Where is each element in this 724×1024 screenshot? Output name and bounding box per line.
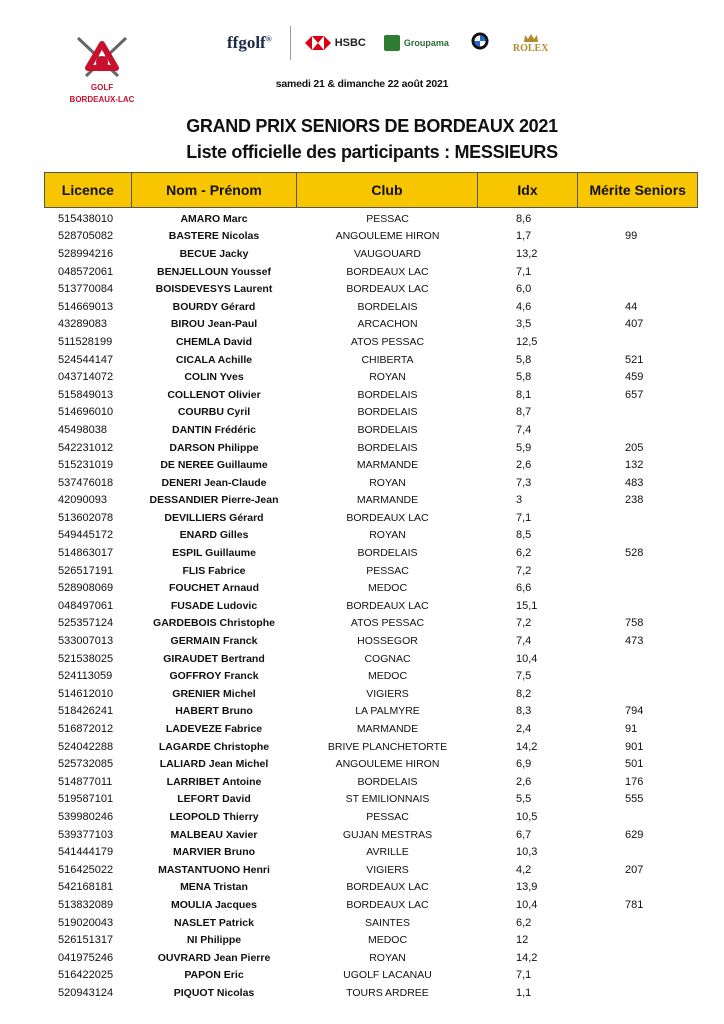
table-row [44, 861, 698, 879]
rolex-crown-icon [523, 33, 539, 43]
idx-cell: 14,2 [516, 740, 538, 753]
table-row [44, 492, 698, 510]
name-cell: BOISDEVESYS Laurent [155, 283, 273, 296]
club-cell: BORDEAUX LAC [346, 265, 429, 278]
table-row [44, 527, 698, 545]
name-cell: MOULIA Jacques [171, 898, 257, 911]
licence-cell: 524042288 [58, 740, 114, 753]
idx-cell: 8,5 [516, 529, 532, 542]
club-cell: COGNAC [364, 652, 411, 665]
idx-cell: 10,3 [516, 846, 538, 859]
participants-table-body [44, 210, 698, 1002]
licence-cell: 528994216 [58, 247, 114, 260]
name-cell: BIROU Jean-Paul [170, 318, 258, 331]
merite-cell: 781 [625, 898, 644, 911]
merite-cell: 459 [625, 371, 644, 384]
idx-cell: 4,6 [516, 300, 532, 313]
club-cell: BRIVE PLANCHETORTE [327, 740, 448, 753]
merite-cell: 44 [625, 300, 638, 313]
merite-cell: 407 [625, 318, 644, 331]
licence-cell: 516872012 [58, 723, 114, 736]
idx-cell: 6,0 [516, 283, 532, 296]
idx-cell: 8,2 [516, 687, 532, 700]
idx-cell: 2,4 [516, 723, 532, 736]
licence-cell: 524113059 [58, 670, 113, 683]
idx-cell: 10,4 [516, 652, 538, 665]
event-date: samedi 21 & dimanche 22 août 2021 [275, 78, 449, 90]
name-cell: COURBU Cyril [177, 406, 251, 419]
idx-cell: 12,5 [516, 335, 538, 348]
licence-cell: 539377103 [58, 828, 114, 841]
table-row [44, 949, 698, 967]
licence-cell: 528705082 [58, 230, 114, 243]
licence-cell: 524544147 [58, 353, 114, 366]
club-cell: BORDELAIS [357, 423, 418, 436]
licence-cell: 514877011 [58, 775, 113, 788]
table-row [44, 421, 698, 439]
club-cell: ANGOULEME HIRON [335, 758, 440, 771]
logo-text-club: BORDEAUX-LAC [69, 95, 135, 104]
name-cell: OUVRARD Jean Pierre [157, 951, 271, 964]
merite-cell: 521 [625, 353, 644, 366]
licence-cell: 513602078 [58, 511, 114, 524]
name-cell: DE NEREE Guillaume [160, 459, 268, 472]
name-cell: BECUE Jacky [179, 247, 249, 260]
table-row [44, 509, 698, 527]
idx-cell: 1,1 [516, 986, 532, 999]
name-cell: GARDEBOIS Christophe [153, 617, 275, 630]
bmw-logo [471, 32, 489, 55]
table-row [44, 667, 698, 685]
idx-cell: 1,7 [516, 230, 532, 243]
idx-cell: 5,8 [516, 371, 532, 384]
idx-cell: 10,4 [516, 898, 538, 911]
club-cell: BORDEAUX LAC [346, 898, 429, 911]
merite-cell: 91 [625, 723, 638, 736]
licence-cell: 513832089 [58, 898, 114, 911]
name-cell: MENA Tristan [180, 881, 248, 894]
table-row [44, 351, 698, 369]
table-row [44, 597, 698, 615]
merite-cell: 657 [625, 388, 644, 401]
merite-cell: 205 [625, 441, 644, 454]
club-cell: MARMANDE [356, 459, 419, 472]
idx-cell: 7,3 [516, 476, 532, 489]
club-cell: ROYAN [369, 371, 406, 384]
licence-cell: 542231012 [58, 441, 114, 454]
table-row [44, 210, 698, 228]
table-row [44, 404, 698, 422]
table-row [44, 615, 698, 633]
club-cell: BORDELAIS [357, 441, 418, 454]
merite-cell: 629 [625, 828, 644, 841]
club-cell: VIGIERS [366, 687, 409, 700]
licence-cell: 542168181 [58, 881, 114, 894]
club-cell: PESSAC [366, 212, 409, 225]
column-header-club: Club [297, 173, 477, 207]
club-cell: BORDELAIS [357, 300, 418, 313]
idx-cell: 6,6 [516, 582, 532, 595]
column-header-nom: Nom - Prénom [132, 173, 298, 207]
table-row [44, 316, 698, 334]
page-subtitle: Liste officielle des participants : MESSIEURS [186, 142, 558, 162]
club-cell: PESSAC [366, 564, 409, 577]
table-row [44, 984, 698, 1002]
name-cell: FOUCHET Arnaud [168, 582, 260, 595]
idx-cell: 8,1 [516, 388, 532, 401]
idx-cell: 5,9 [516, 441, 532, 454]
licence-cell: 514863017 [58, 547, 114, 560]
licence-cell: 041975246 [58, 951, 114, 964]
club-cell: MEDOC [367, 582, 408, 595]
club-cell: MARMANDE [356, 723, 419, 736]
name-cell: PAPON Eric [184, 969, 244, 982]
club-cell: BORDEAUX LAC [346, 283, 429, 296]
licence-cell: 043714072 [58, 371, 114, 384]
licence-cell: 526151317 [58, 934, 114, 947]
idx-cell: 8,6 [516, 212, 532, 225]
idx-cell: 8,3 [516, 705, 532, 718]
club-cell: ATOS PESSAC [350, 617, 425, 630]
name-cell: FUSADE Ludovic [170, 599, 258, 612]
table-row [44, 755, 698, 773]
idx-cell: 7,2 [516, 564, 532, 577]
club-cell: VAUGOUARD [354, 247, 421, 260]
merite-cell: 207 [625, 863, 644, 876]
table-row [44, 967, 698, 985]
licence-cell: 511528199 [58, 335, 113, 348]
idx-cell: 12 [516, 934, 529, 947]
club-cell: BORDEAUX LAC [346, 511, 429, 524]
club-cell: MARMANDE [356, 494, 419, 507]
idx-cell: 13,2 [516, 247, 538, 260]
table-header [44, 172, 698, 208]
name-cell: DARSON Philippe [169, 441, 259, 454]
merite-cell: 483 [625, 476, 644, 489]
club-cell: VIGIERS [366, 863, 409, 876]
licence-cell: 45498038 [58, 423, 107, 436]
name-cell: AMARO Marc [180, 212, 248, 225]
idx-cell: 14,2 [516, 951, 538, 964]
table-row [44, 773, 698, 791]
licence-cell: 537476018 [58, 476, 114, 489]
idx-cell: 2,6 [516, 459, 532, 472]
name-cell: CHEMLA David [175, 335, 253, 348]
table-row [44, 245, 698, 263]
club-cell: AVRILLE [366, 846, 409, 859]
table-row [44, 685, 698, 703]
licence-cell: 539980246 [58, 810, 114, 823]
licence-cell: 549445172 [58, 529, 114, 542]
club-cell: PESSAC [366, 810, 409, 823]
table-row [44, 280, 698, 298]
club-cell: MEDOC [367, 934, 408, 947]
licence-cell: 521538025 [58, 652, 114, 665]
idx-cell: 15,1 [516, 599, 538, 612]
sponsor-divider [290, 26, 291, 60]
licence-cell: 520943124 [58, 986, 114, 999]
merite-cell: 238 [625, 494, 644, 507]
licence-cell: 526517191 [58, 564, 114, 577]
idx-cell: 6,2 [516, 916, 532, 929]
table-row [44, 562, 698, 580]
name-cell: MALBEAU Xavier [170, 828, 258, 841]
licence-cell: 048572061 [58, 265, 114, 278]
merite-cell: 901 [625, 740, 644, 753]
name-cell: COLIN Yves [184, 371, 244, 384]
club-cell: CHIBERTA [361, 353, 414, 366]
name-cell: LADEVEZE Fabrice [165, 723, 263, 736]
table-row [44, 931, 698, 949]
table-row [44, 368, 698, 386]
table-row [44, 439, 698, 457]
table-row [44, 826, 698, 844]
name-cell: HABERT Bruno [175, 705, 253, 718]
name-cell: LAGARDE Christophe [158, 740, 270, 753]
club-cell: BORDELAIS [357, 547, 418, 560]
club-cell: ARCACHON [357, 318, 418, 331]
idx-cell: 7,1 [516, 265, 532, 278]
licence-cell: 516422025 [58, 969, 114, 982]
table-row [44, 791, 698, 809]
name-cell: NI Philippe [186, 934, 242, 947]
club-cell: GUJAN MESTRAS [342, 828, 433, 841]
name-cell: LEOPOLD Thierry [169, 810, 259, 823]
table-row [44, 579, 698, 597]
club-cell: BORDEAUX LAC [346, 599, 429, 612]
merite-cell: 132 [625, 459, 644, 472]
club-cell: SAINTES [365, 916, 410, 929]
table-row [44, 474, 698, 492]
club-cell: ROYAN [369, 529, 406, 542]
name-cell: GERMAIN Franck [170, 635, 258, 648]
idx-cell: 5,8 [516, 353, 532, 366]
name-cell: GIRAUDET Bertrand [163, 652, 265, 665]
licence-cell: 516425022 [58, 863, 114, 876]
hsbc-logo: HSBC [305, 36, 366, 50]
name-cell: GRENIER Michel [172, 687, 256, 700]
merite-cell: 758 [625, 617, 644, 630]
name-cell: ESPIL Guillaume [172, 547, 256, 560]
name-cell: LARRIBET Antoine [166, 775, 262, 788]
sponsor-bar [205, 22, 595, 64]
table-row [44, 298, 698, 316]
table-row [44, 879, 698, 897]
idx-cell: 2,6 [516, 775, 532, 788]
idx-cell: 7,4 [516, 635, 532, 648]
club-cell: LA PALMYRE [355, 705, 420, 718]
table-row [44, 263, 698, 281]
idx-cell: 13,9 [516, 881, 538, 894]
rolex-logo: ROLEX [513, 33, 549, 54]
idx-cell: 6,9 [516, 758, 532, 771]
licence-cell: 519020043 [58, 916, 114, 929]
licence-cell: 514669013 [58, 300, 114, 313]
idx-cell: 7,1 [516, 511, 532, 524]
column-header-idx: Idx [478, 173, 579, 207]
table-row [44, 738, 698, 756]
club-cell: ST EMILIONNAIS [345, 793, 430, 806]
merite-cell: 99 [625, 230, 638, 243]
licence-cell: 514696010 [58, 406, 114, 419]
table-row [44, 914, 698, 932]
club-cell: ANGOULEME HIRON [335, 230, 440, 243]
name-cell: NASLET Patrick [174, 916, 254, 929]
merite-cell: 176 [625, 775, 644, 788]
name-cell: DESSANDIER Pierre-Jean [149, 494, 279, 507]
club-cell: TOURS ARDREE [346, 986, 429, 999]
table-row [44, 896, 698, 914]
page-title: GRAND PRIX SENIORS DE BORDEAUX 2021 [186, 116, 558, 136]
column-header-licence: Licence [45, 173, 132, 207]
merite-cell: 501 [625, 758, 644, 771]
name-cell: BENJELLOUN Youssef [157, 265, 271, 278]
table-row [44, 456, 698, 474]
table-row [44, 720, 698, 738]
licence-cell: 533007013 [58, 635, 114, 648]
table-row [44, 386, 698, 404]
name-cell: MASTANTUONO Henri [158, 863, 270, 876]
licence-cell: 525732085 [58, 758, 114, 771]
licence-cell: 43289083 [58, 318, 107, 331]
licence-cell: 515438010 [58, 212, 114, 225]
licence-cell: 515231019 [58, 459, 114, 472]
licence-cell: 048497061 [58, 599, 114, 612]
idx-cell: 3,5 [516, 318, 532, 331]
merite-cell: 473 [625, 635, 644, 648]
table-row [44, 808, 698, 826]
club-cell: ROYAN [369, 476, 406, 489]
licence-cell: 515849013 [58, 388, 114, 401]
licence-cell: 519587101 [58, 793, 114, 806]
club-cell: BORDELAIS [357, 388, 418, 401]
table-row [44, 843, 698, 861]
table-row [44, 703, 698, 721]
idx-cell: 5,5 [516, 793, 532, 806]
club-cell: ATOS PESSAC [350, 335, 425, 348]
table-row [44, 544, 698, 562]
name-cell: CICALA Achille [175, 353, 253, 366]
table-row [44, 228, 698, 246]
table-row [44, 650, 698, 668]
club-cell: UGOLF LACANAU [343, 969, 432, 982]
licence-cell: 528908069 [58, 582, 114, 595]
licence-cell: 42090093 [58, 494, 107, 507]
idx-cell: 7,5 [516, 670, 532, 683]
ffgolf-logo: ffgolf® [227, 33, 272, 52]
golf-bordeaux-lac-logo [60, 32, 144, 108]
idx-cell: 4,2 [516, 863, 532, 876]
hsbc-hexagon-icon [305, 36, 331, 50]
idx-cell: 7,1 [516, 969, 532, 982]
licence-cell: 513770084 [58, 283, 114, 296]
merite-cell: 794 [625, 705, 644, 718]
licence-cell: 518426241 [58, 705, 114, 718]
licence-cell: 541444179 [58, 846, 114, 859]
name-cell: LEFORT David [177, 793, 251, 806]
name-cell: ENARD Gilles [179, 529, 249, 542]
name-cell: FLIS Fabrice [182, 564, 246, 577]
merite-cell: 555 [625, 793, 644, 806]
groupama-logo: Groupama [384, 35, 449, 51]
merite-cell: 528 [625, 547, 644, 560]
idx-cell: 8,7 [516, 406, 532, 419]
name-cell: DENERI Jean-Claude [161, 476, 267, 489]
name-cell: GOFFROY Franck [169, 670, 259, 683]
logo-text-golf: GOLF [90, 83, 114, 92]
name-cell: BOURDY Gérard [172, 300, 256, 313]
idx-cell: 6,7 [516, 828, 532, 841]
licence-cell: 525357124 [58, 617, 114, 630]
club-cell: ROYAN [369, 951, 406, 964]
club-cell: BORDELAIS [357, 775, 418, 788]
club-cell: HOSSEGOR [357, 635, 418, 648]
idx-cell: 6,2 [516, 547, 532, 560]
club-cell: BORDEAUX LAC [346, 881, 429, 894]
idx-cell: 3 [516, 494, 523, 507]
idx-cell: 7,2 [516, 617, 532, 630]
idx-cell: 10,5 [516, 810, 538, 823]
column-header-merite: Mérite Seniors [589, 182, 686, 198]
name-cell: LALIARD Jean Michel [159, 758, 269, 771]
table-row [44, 632, 698, 650]
club-cell: BORDELAIS [357, 406, 418, 419]
name-cell: COLLENOT Olivier [167, 388, 261, 401]
idx-cell: 7,4 [516, 423, 532, 436]
club-cell: MEDOC [367, 670, 408, 683]
table-row [44, 333, 698, 351]
name-cell: PIQUOT Nicolas [173, 986, 255, 999]
licence-cell: 514612010 [58, 687, 114, 700]
name-cell: BASTERE Nicolas [168, 230, 260, 243]
name-cell: MARVIER Bruno [172, 846, 256, 859]
name-cell: DANTIN Frédéric [171, 423, 256, 436]
name-cell: DEVILLIERS Gérard [164, 511, 264, 524]
